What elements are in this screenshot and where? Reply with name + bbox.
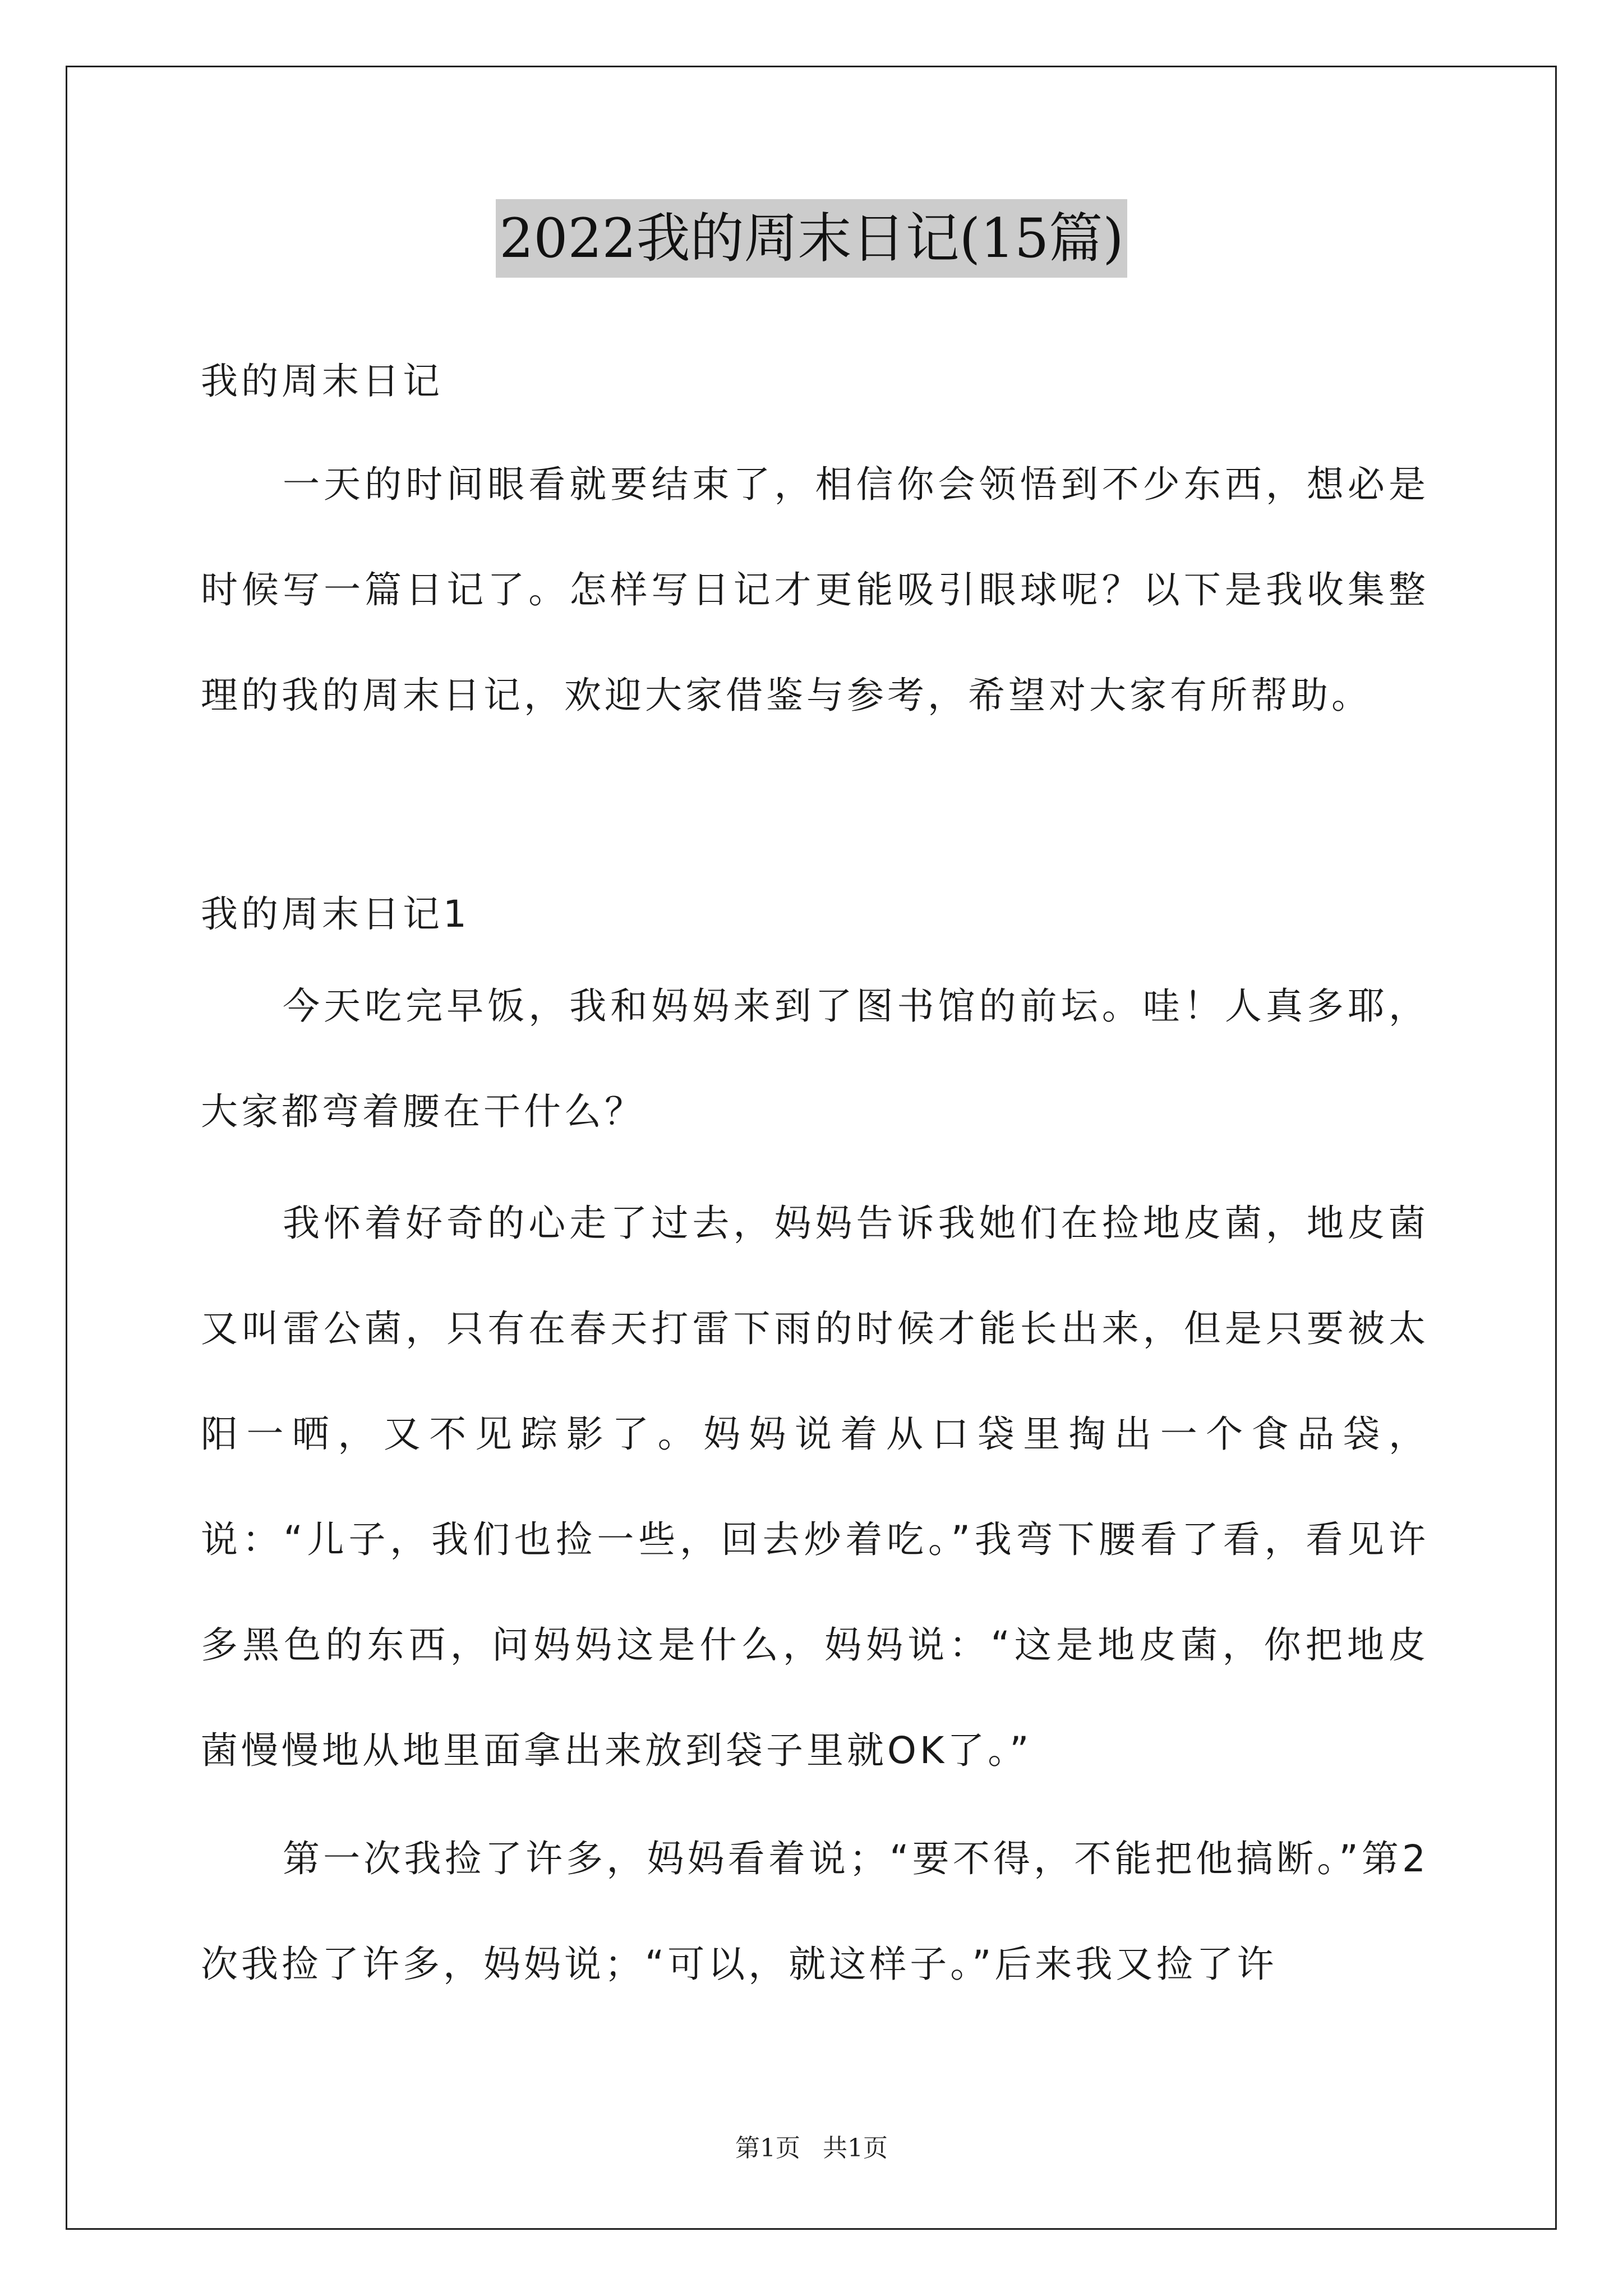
intro-paragraph: 一天的时间眼看就要结束了，相信你会领悟到不少东西，想必是时候写一篇日记了。怎样写日记才更能吸引眼球呢？以下是我收集整理的我的周末日记，欢迎大家借鉴与参考，希望对大家有所帮助。 — [201, 463, 1429, 717]
title-container — [0, 199, 1623, 278]
document-title: 2022我的周末日记(15篇) — [496, 199, 1127, 278]
page-footer — [0, 2132, 1623, 2165]
paragraph-3: 第一次我捡了许多，妈妈看着说；“要不得，不能把他搞断。”第2次我捡了许多，妈妈说；“可以，就这样子。”后来我又捡了许 — [201, 1837, 1429, 1986]
page-total: 共1页 — [823, 2134, 888, 2162]
paragraph-1: 今天吃完早饭，我和妈妈来到了图书馆的前坛。哇！人真多耶，大家都弯着腰在干什么？ — [201, 984, 1429, 1133]
section-heading: 我的周末日记1 — [201, 892, 470, 936]
page-number: 第1页 — [735, 2134, 800, 2162]
paragraph-2: 我怀着好奇的心走了过去，妈妈告诉我她们在捡地皮菌，地皮菌又叫雷公菌，只有在春天打雷下雨的时候才能长出来，但是只要被太阳一晒，又不见踪影了。妈妈说着从口袋里掏出一个食品袋，说：“儿子，我们也捡一些，回去炒着吃。”我弯下腰看了看，看见许多黑色的东西，问妈妈这是什么，妈妈说：“这是地皮菌，你把地皮菌慢慢地从地里面拿出来放到袋子里就OK了。” — [201, 1202, 1429, 1772]
intro-heading: 我的周末日记 — [201, 360, 443, 403]
